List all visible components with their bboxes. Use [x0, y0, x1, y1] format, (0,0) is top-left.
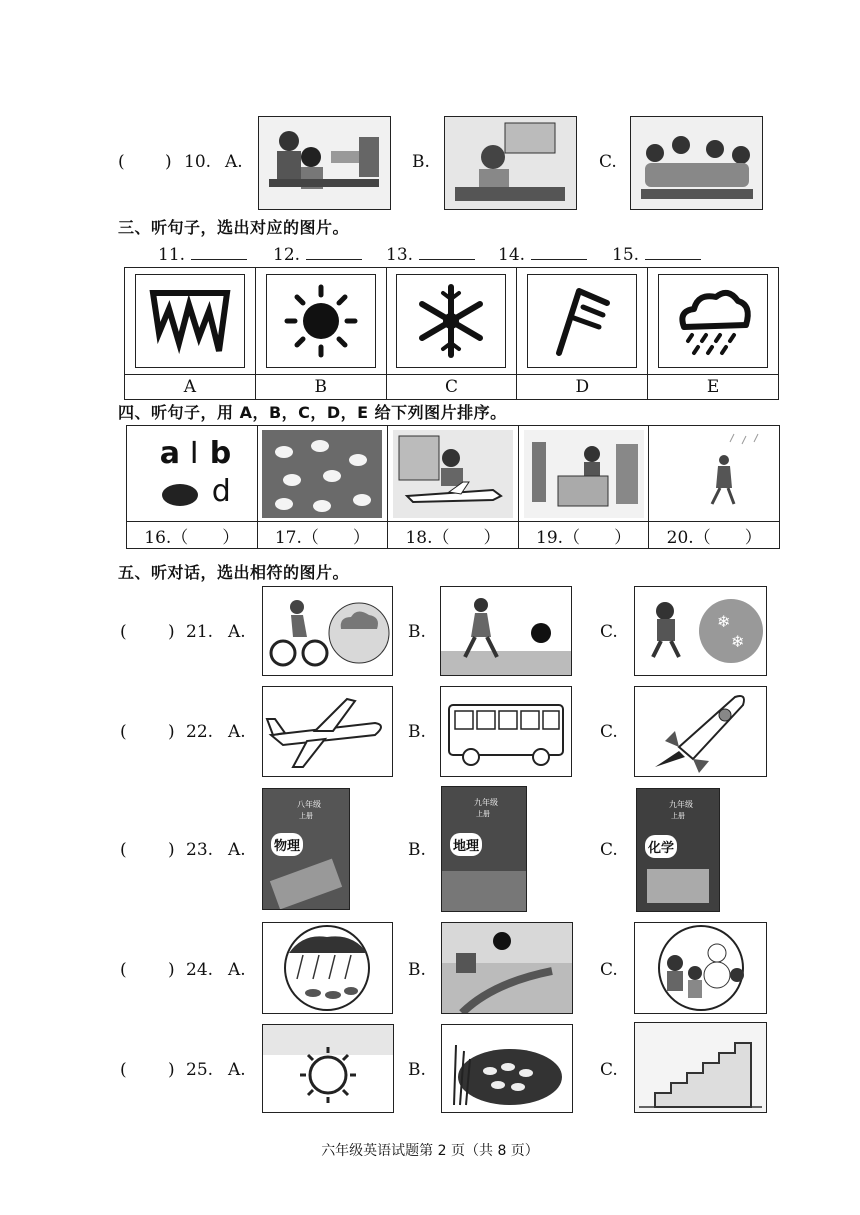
answer-paren-open[interactable]: (	[120, 722, 127, 742]
book-term: 上册	[299, 812, 313, 820]
page-footer: 六年级英语试题第 2 页（共 8 页）	[321, 1143, 539, 1159]
picture-physics-textbook[interactable]	[262, 788, 350, 910]
oval-shape	[162, 484, 198, 506]
option-label-a: A	[125, 375, 256, 400]
option-b-label: B.	[412, 152, 430, 172]
option-c-label: C.	[599, 152, 617, 172]
book-grade: 九年级	[474, 798, 498, 807]
picture-cell-e[interactable]	[648, 268, 779, 375]
option-c-label: C.	[600, 1060, 618, 1080]
sun-icon	[276, 281, 366, 361]
option-b-label: B.	[408, 722, 426, 742]
option-b-label: B.	[408, 840, 426, 860]
book-subject: 物理	[271, 833, 303, 856]
sequence-answer-17[interactable]: 17.（ ）	[257, 522, 388, 549]
answer-paren-close: )	[168, 1060, 175, 1080]
picture-chemistry-textbook[interactable]	[636, 788, 720, 912]
answer-blank-13[interactable]: 13.	[386, 243, 475, 265]
picture-cell-d[interactable]	[517, 268, 648, 375]
answer-paren-close: )	[168, 960, 175, 980]
answer-paren-open[interactable]: (	[120, 622, 127, 642]
picture-ducks-pond[interactable]	[441, 1024, 573, 1113]
answer-paren-close: )	[168, 722, 175, 742]
sequence-answer-19[interactable]: 19.（ ）	[518, 522, 649, 549]
picture-dancing-sunny[interactable]	[440, 586, 572, 676]
answer-paren-open[interactable]: (	[120, 840, 127, 860]
answer-blank-15[interactable]: 15.	[612, 243, 701, 265]
answer-paren-open[interactable]: (	[120, 1060, 127, 1080]
section-four-heading: 四、听句子，用 A，B，C，D，E 给下列图片排序。	[118, 403, 507, 422]
book-grade: 九年级	[669, 800, 693, 809]
sequence-answer-16[interactable]: 16.（ ）	[127, 522, 258, 549]
picture-girl-at-desk[interactable]	[444, 116, 577, 210]
letter-d: d	[211, 473, 231, 509]
letter-b: b	[209, 435, 232, 471]
section-five-heading: 五、听对话，选出相符的图片。	[118, 563, 350, 582]
sequence-answer-18[interactable]: 18.（ ）	[388, 522, 519, 549]
option-a-label: A.	[228, 960, 246, 980]
guitar-graphic	[270, 859, 342, 910]
option-a-label: A.	[225, 152, 243, 172]
sequence-picture-table	[126, 425, 780, 549]
picture-sun[interactable]	[262, 1024, 394, 1113]
sequence-answer-20[interactable]: 20.（ ）	[649, 522, 780, 549]
question-number: 25.	[186, 1060, 214, 1080]
picture-bus[interactable]	[440, 686, 572, 777]
comb-icon	[537, 281, 627, 361]
snowflake-icon	[406, 281, 496, 361]
option-a-label: A.	[228, 722, 246, 742]
answer-paren-open[interactable]: (	[120, 960, 127, 980]
question-number: 21.	[186, 622, 214, 642]
section-three-heading: 三、听句子，选出对应的图片。	[118, 218, 350, 237]
picture-sunny-road[interactable]	[441, 922, 573, 1014]
picture-cell-b[interactable]	[255, 268, 386, 375]
picture-geography-textbook[interactable]	[441, 786, 527, 912]
option-a-label: A.	[228, 622, 246, 642]
option-b-label: B.	[408, 1060, 426, 1080]
book-term: 上册	[671, 812, 685, 820]
option-label-c: C	[386, 375, 517, 400]
answer-paren-close: )	[165, 152, 172, 172]
picture-cell-a[interactable]	[125, 268, 256, 375]
question-number: 24.	[186, 960, 214, 980]
answer-paren-open[interactable]: (	[118, 152, 125, 172]
option-a-label: A.	[228, 840, 246, 860]
option-label-d: D	[517, 375, 648, 400]
weather-picture-table	[124, 267, 779, 400]
answer-paren-close: )	[168, 622, 175, 642]
picture-airplane[interactable]	[262, 686, 393, 777]
letter-i: I	[189, 435, 199, 471]
picture-study-together[interactable]	[258, 116, 391, 210]
option-a-label: A.	[228, 1060, 246, 1080]
letter-a: a	[159, 435, 181, 471]
option-c-label: C.	[600, 722, 618, 742]
picture-rocket[interactable]	[634, 686, 767, 777]
picture-cell-c[interactable]	[386, 268, 517, 375]
answer-paren-close: )	[168, 840, 175, 860]
svg-text:❄: ❄	[731, 632, 745, 651]
book-subject: 地理	[450, 833, 482, 856]
picture-walking-snowy[interactable]	[634, 586, 767, 676]
option-b-label: B.	[408, 622, 426, 642]
picture-children-picnic[interactable]	[630, 116, 763, 210]
option-b-label: B.	[408, 960, 426, 980]
picture-cycling-rainy[interactable]	[262, 586, 393, 676]
option-c-label: C.	[600, 840, 618, 860]
rain-cloud-icon	[668, 281, 758, 361]
option-label-b: B	[255, 375, 386, 400]
picture-rabbits[interactable]	[257, 426, 388, 522]
book-term: 上册	[476, 810, 490, 818]
option-c-label: C.	[600, 622, 618, 642]
ice-graphic	[647, 869, 709, 903]
question-number: 23.	[186, 840, 214, 860]
picture-boy-model-plane[interactable]	[388, 426, 519, 522]
ice-icon	[145, 281, 235, 361]
svg-text:❄: ❄	[717, 612, 731, 631]
picture-rainy-ducks[interactable]	[262, 922, 393, 1014]
answer-blank-11[interactable]: 11.	[158, 243, 247, 265]
option-label-e: E	[648, 375, 779, 400]
question-number: 22.	[186, 722, 214, 742]
book-subject: 化学	[645, 835, 677, 858]
book-grade: 八年级	[297, 800, 321, 809]
picture-children-snowman[interactable]	[634, 922, 767, 1014]
answer-blank-14[interactable]: 14.	[498, 243, 587, 265]
picture-stairs[interactable]	[634, 1022, 767, 1113]
option-c-label: C.	[600, 960, 618, 980]
landscape-graphic	[442, 871, 526, 911]
picture-letters[interactable]	[127, 426, 258, 522]
question-number: 10.	[184, 152, 212, 172]
answer-blank-12[interactable]: 12.	[273, 243, 362, 265]
picture-walking-in-rain[interactable]	[649, 426, 780, 522]
picture-shop-counter[interactable]	[518, 426, 649, 522]
